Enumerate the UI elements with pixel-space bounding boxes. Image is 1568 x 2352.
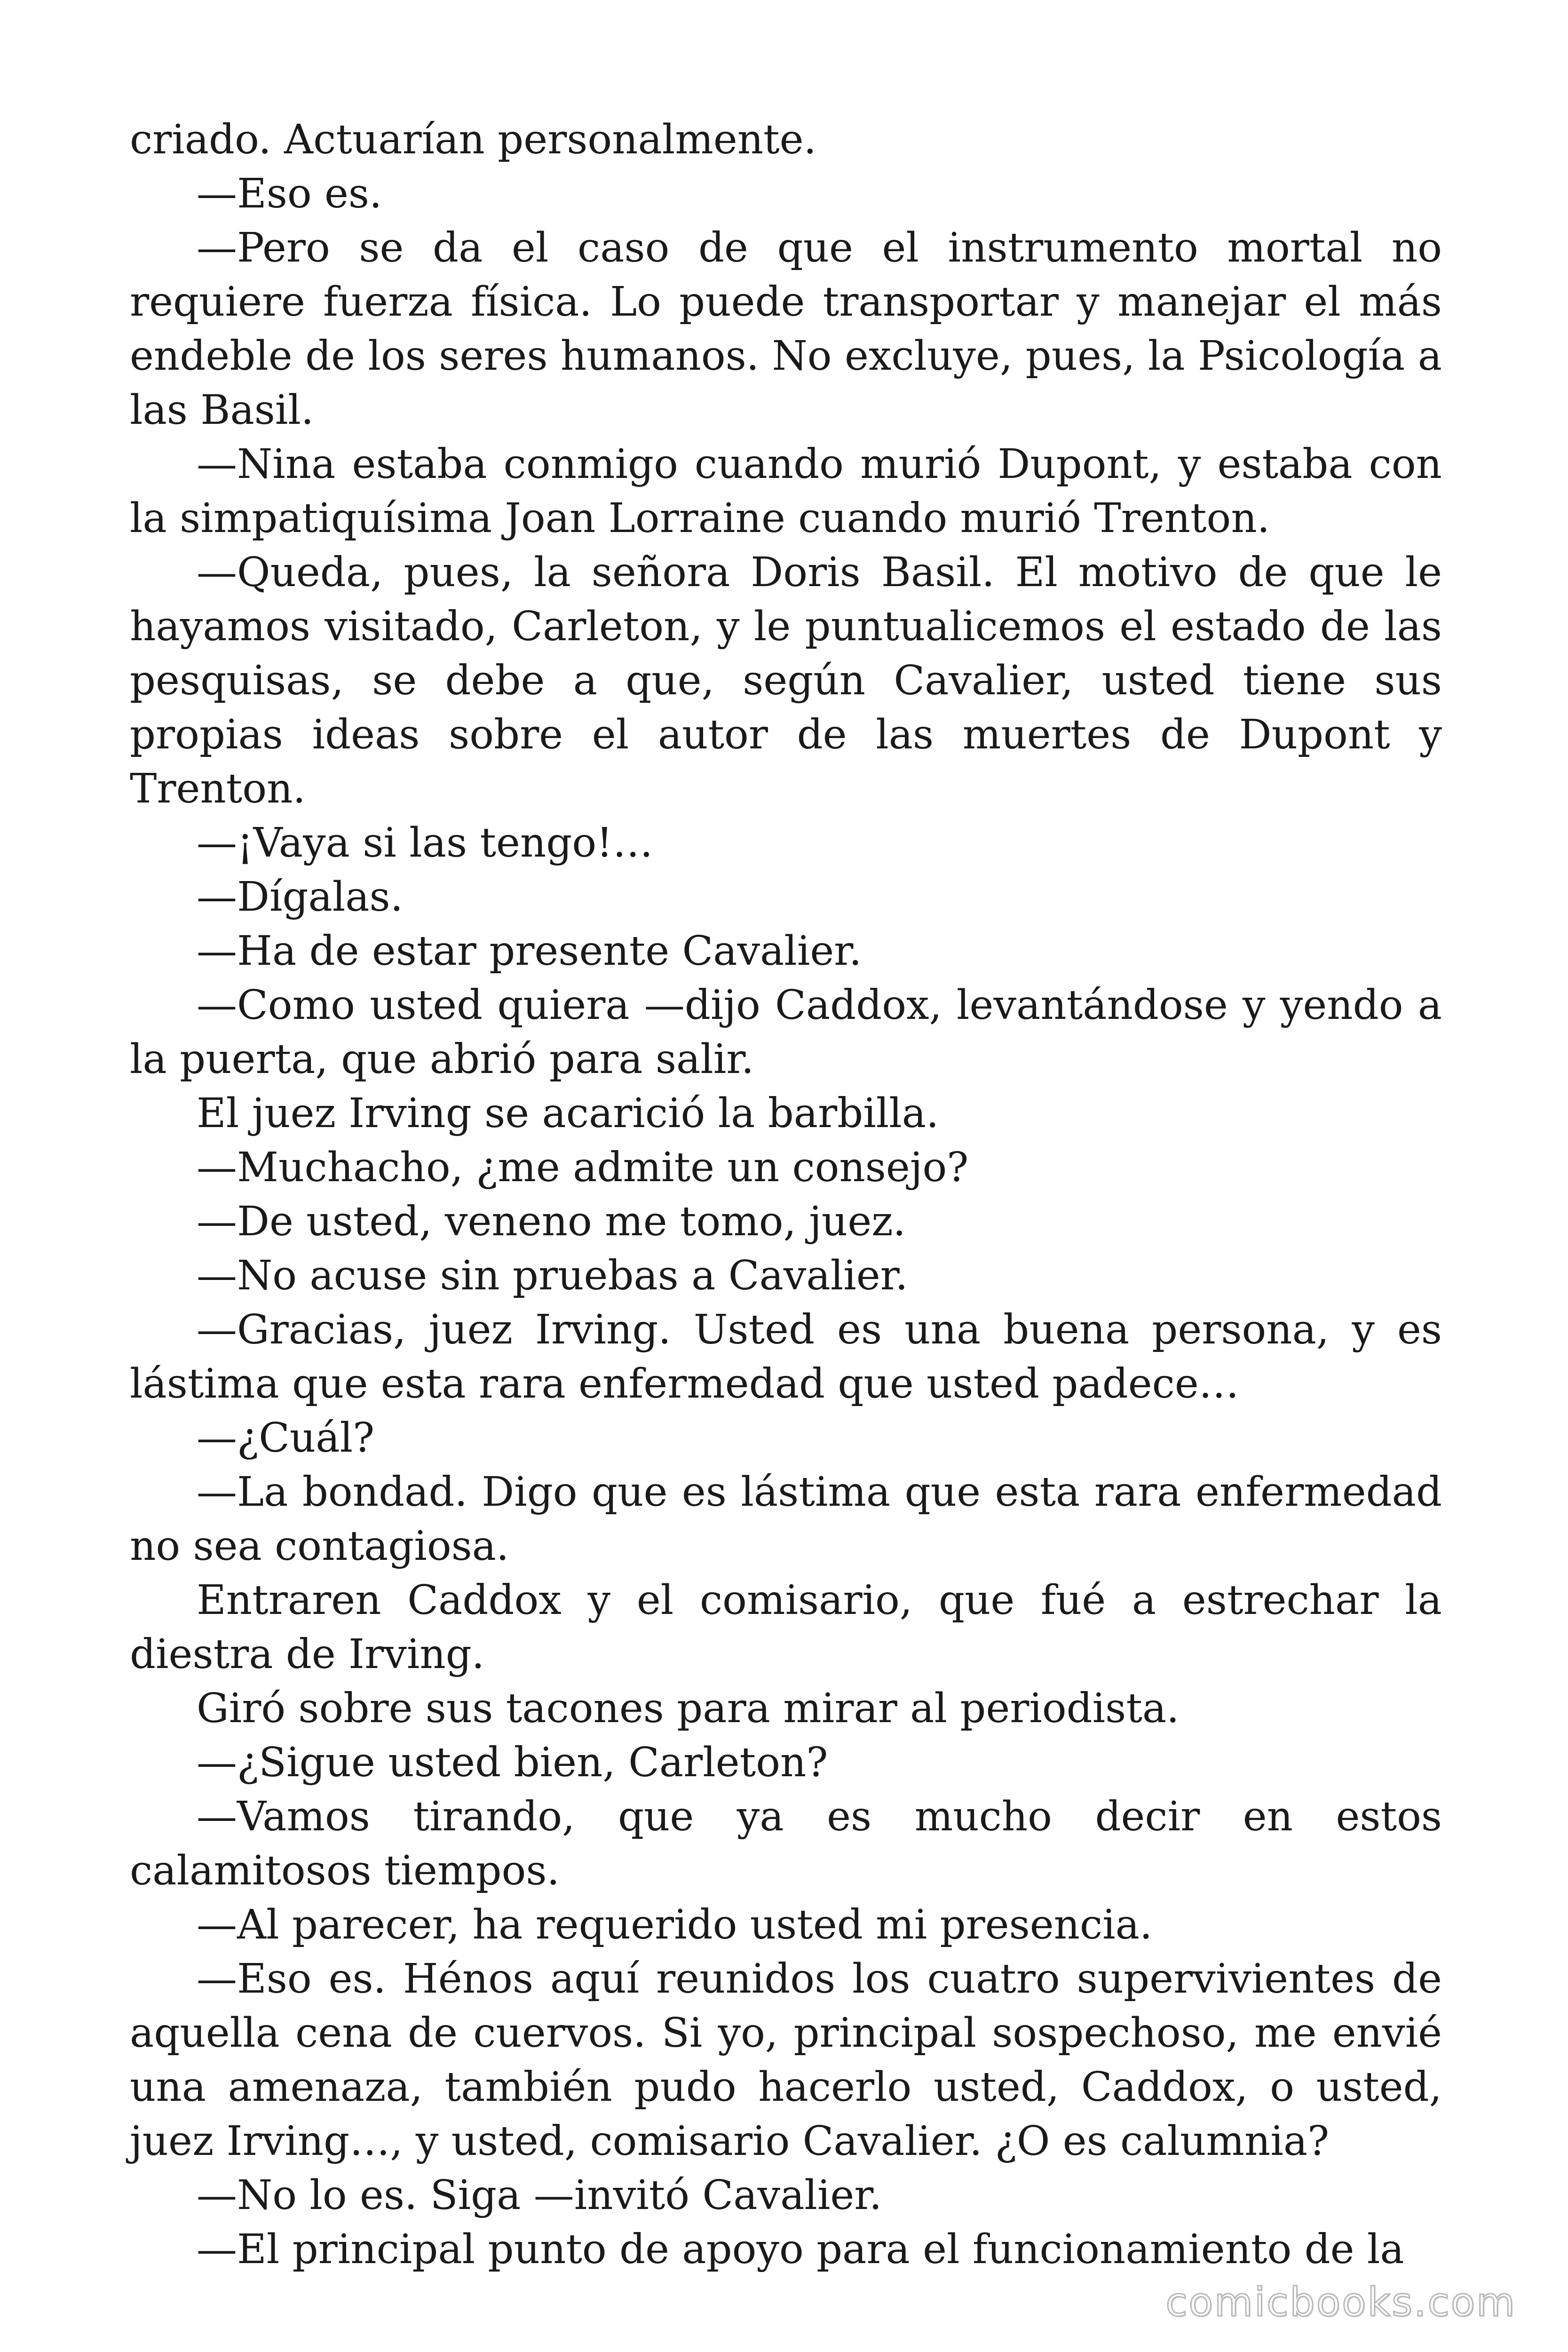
paragraph: —Al parecer, ha requerido usted mi presencia. <box>197 1901 1153 1948</box>
paragraph: —La bondad. Digo que es lástima que esta rara enfermedad no sea contagiosa. <box>130 1469 1442 1570</box>
paragraph: criado. Actuarían personalmente. <box>130 116 816 163</box>
paragraph: —Ha de estar presente Cavalier. <box>197 928 862 975</box>
paragraph: —¿Sigue usted bien, Carleton? <box>197 1739 828 1786</box>
watermark: comicbooks.com <box>1165 2279 1516 2325</box>
paragraph: —Queda, pues, la señora Doris Basil. El motivo de que le hayamos visitado, Carleton, y le puntualicemos el estado de las pesquisas, se debe a que, según Cavalier, usted tiene sus propias ideas sobre el autor de las muertes de Dupont y Trenton. <box>130 549 1442 812</box>
paragraph: El juez Irving se acarició la barbilla. <box>197 1090 939 1137</box>
paragraph: Entraren Caddox y el comisario, que fué a estrechar la diestra de Irving. <box>130 1577 1442 1678</box>
paragraph: —Dígalas. <box>197 874 404 921</box>
paragraph: —El principal punto de apoyo para el funcionamiento de la <box>197 2226 1404 2273</box>
book-page-text <box>130 113 1442 2277</box>
paragraph: —Como usted quiera —dijo Caddox, levantándose y yendo a la puerta, que abrió para salir. <box>130 982 1442 1083</box>
paragraph: —De usted, veneno me tomo, juez. <box>197 1198 906 1245</box>
paragraph: —Pero se da el caso de que el instrumento mortal no requiere fuerza física. Lo puede transportar y manejar el más endeble de los seres humanos. No excluye, pues, la Psicología a las Basil. <box>130 224 1442 434</box>
paragraph: —¡Vaya si las tengo!… <box>197 819 653 866</box>
paragraph: —Vamos tirando, que ya es mucho decir en estos calamitosos tiempos. <box>130 1793 1442 1894</box>
paragraph: —¿Cuál? <box>197 1414 375 1462</box>
paragraph: —No lo es. Siga —invitó Cavalier. <box>197 2172 882 2219</box>
paragraph: Giró sobre sus tacones para mirar al periodista. <box>197 1685 1180 1732</box>
paragraph: —Eso es. Hénos aquí reunidos los cuatro supervivientes de aquella cena de cuervos. Si yo, principal sospechoso, me envié una amenaza, también pudo hacerlo usted, Caddox, o usted, juez Irving…, y usted, comisario Cavalier. ¿O es calumnia? <box>130 1955 1442 2165</box>
paragraph: —Gracias, juez Irving. Usted es una buena persona, y es lástima que esta rara enfermedad que usted padece… <box>130 1306 1442 1407</box>
paragraph: —No acuse sin pruebas a Cavalier. <box>197 1252 908 1299</box>
paragraph: —Muchacho, ¿me admite un consejo? <box>197 1144 969 1191</box>
paragraph: —Nina estaba conmigo cuando murió Dupont, y estaba con la simpatiquísima Joan Lorraine cuando murió Trenton. <box>130 441 1442 542</box>
paragraph: —Eso es. <box>197 170 382 217</box>
